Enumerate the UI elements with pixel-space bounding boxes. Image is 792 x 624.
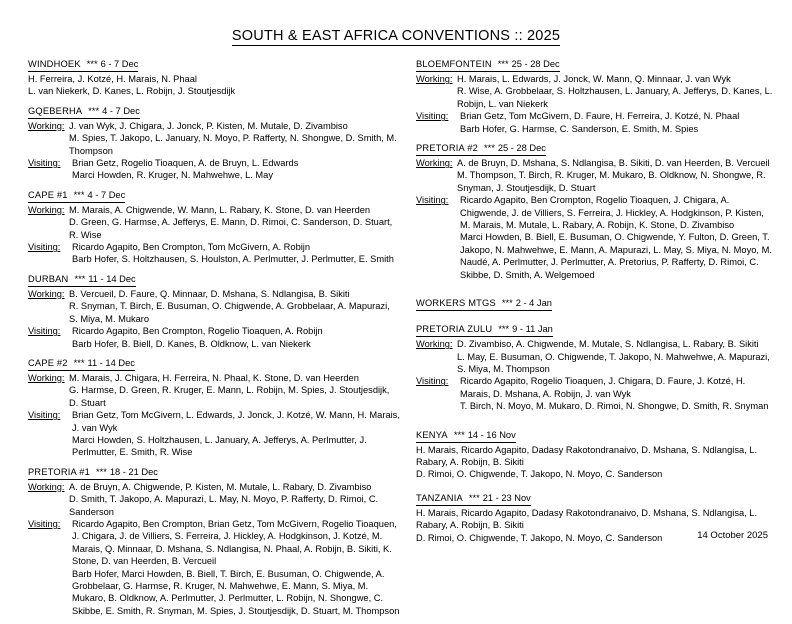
attendee-names: Barb Hofer, S. Holtzhausen, S. Houlston, A. Perlmutter, J. Perlmutter, E. Smith	[72, 254, 394, 265]
event-heading-underline	[28, 357, 135, 371]
event-heading-underline	[28, 273, 136, 287]
event-dates: 2 - 4 Jan	[515, 298, 552, 309]
attendee-names: Brian Getz, Rogelio Tioaquen, A. de Bruyn, L. Edwards	[72, 158, 299, 169]
event-name: PRETORIA #1	[28, 466, 90, 477]
event-heading	[28, 189, 400, 203]
event-dates: 11 - 14 Dec	[87, 357, 135, 368]
event-star-separator: ***	[501, 298, 513, 309]
event-star-separator: ***	[498, 324, 510, 335]
working-label-text: Working:	[28, 481, 65, 492]
event-name: DURBAN	[28, 273, 69, 284]
attendee-names: M. Spies, T. Jakopo, L. January, N. Moyo, P. Rafferty, N. Shongwe, D. Smith, M. Thompson	[69, 133, 397, 156]
event-heading-underline	[416, 58, 560, 72]
section-spacer	[28, 182, 400, 187]
event-heading	[416, 58, 776, 72]
working-label-text: Working:	[416, 158, 453, 169]
event-star-separator: ***	[88, 105, 100, 116]
right-column	[416, 58, 776, 551]
visiting-label	[28, 241, 72, 253]
visiting-label-text: Visiting:	[28, 410, 61, 421]
event-name: PRETORIA ZULU	[416, 324, 493, 335]
visiting-label-text: Visiting:	[28, 242, 61, 253]
event-heading-underline	[416, 492, 531, 506]
attendee-names: D. Zivambiso, A. Chigwende, M. Mutale, S. Ndlangisa, L. Rabary, B. Sikiti	[457, 339, 759, 350]
event-star-separator: ***	[453, 429, 465, 440]
working-label	[28, 288, 69, 300]
working-label	[416, 157, 457, 169]
event-line	[416, 110, 776, 122]
section-spacer	[28, 617, 400, 622]
event-heading-underline	[28, 189, 125, 203]
event-line	[28, 288, 400, 300]
event-name: CAPE #2	[28, 357, 68, 368]
event-star-separator: ***	[74, 273, 86, 284]
section-spacer	[416, 312, 776, 321]
event-name: WORKERS MTGS	[416, 298, 496, 309]
event-block	[28, 189, 400, 271]
event-dates: 6 - 7 Dec	[100, 59, 139, 69]
attendee-names: Ricardo Agapito, Ben Crompton, Rogelio Tioaquen, A. Robijn	[72, 326, 323, 337]
attendee-names: H. Marais, L. Edwards, J. Jonck, W. Mann, Q. Minnaar, J. van Wyk	[457, 74, 731, 84]
event-dates: 18 - 21 Dec	[109, 466, 158, 477]
event-heading	[28, 273, 400, 287]
working-label-text: Working:	[28, 204, 65, 215]
event-line	[28, 372, 400, 384]
event-name: TANZANIA	[416, 492, 463, 503]
section-spacer	[28, 350, 400, 355]
event-line	[28, 120, 400, 132]
event-heading	[416, 142, 776, 156]
event-heading	[28, 105, 400, 119]
attendee-names: H. Ferreira, J. Kotzé, H. Marais, N. Phaal	[28, 74, 197, 84]
attendee-names: A. de Bruyn, D. Mshana, S. Ndlangisa, B. Sikiti, D. van Heerden, B. Vercueil	[457, 158, 770, 169]
event-heading-underline	[28, 105, 140, 119]
event-line	[416, 73, 776, 85]
visiting-label-text: Visiting:	[28, 326, 61, 337]
event-name: PRETORIA #2	[416, 143, 478, 154]
attendee-names: H. Marais, Ricardo Agapito, Dadasy Rakotondranaivo, D. Mshana, S. Ndlangisa, L. Rabary, A. Robijn, B. Sikiti	[416, 444, 758, 467]
working-label-text: Working:	[28, 288, 65, 299]
event-star-separator: ***	[468, 492, 480, 503]
attendee-names: M. Marais, J. Chigara, H. Ferreira, N. Phaal, K. Stone, D. van Heerden	[69, 372, 359, 383]
two-column-body	[0, 44, 792, 624]
event-block	[416, 323, 776, 426]
attendee-names: B. Vercueil, D. Faure, Q. Minnaar, D. Mshana, S. Ndlangisa, B. Sikiti	[69, 288, 350, 299]
visiting-label	[28, 409, 72, 421]
visiting-label	[28, 325, 72, 337]
footer-date: 14 October 2025	[697, 530, 768, 541]
page-title-text: SOUTH & EAST AFRICA CONVENTIONS :: 2025	[231, 28, 561, 44]
working-label	[28, 372, 69, 384]
event-line	[416, 338, 776, 350]
attendee-names: T. Birch, N. Moyo, M. Mukaro, D. Rimoi, N. Shongwe, D. Smith, R. Snyman	[460, 401, 769, 412]
attendee-names: Ricardo Agapito, Rogelio Tioaquen, J. Chigara, D. Faure, J. Kotzé, H. Marais, D. Mshana, A. Robijn, J. van Wyk	[460, 376, 746, 399]
working-label	[28, 204, 69, 216]
section-spacer	[416, 413, 776, 427]
event-line	[28, 518, 400, 568]
event-heading-underline	[28, 466, 158, 480]
event-dates: 9 - 11 Jan	[512, 324, 553, 335]
event-heading	[416, 429, 776, 443]
attendee-names: D. Rimoi, O. Chigwende, T. Jakopo, N. Moyo, C. Sanderson	[416, 469, 663, 480]
working-label-text: Working:	[28, 372, 65, 383]
event-dates: 4 - 7 Dec	[102, 105, 140, 116]
event-block	[28, 105, 400, 187]
event-dates: 4 - 7 Dec	[87, 189, 126, 200]
visiting-label-text: Visiting:	[416, 376, 449, 387]
attendee-names: Barb Hofer, Marci Howden, B. Biell, T. Birch, E. Busuman, O. Chigwende, A. Grobbelaar, G. Harmse, R. Kruger, N. Mahwehwe, E. Mann, S. Miya, M. Mukaro, B. Oldknow, A. Perlmutter, J. Perlmutter, L. Robijn, N. Shongwe, C. Skibbe, E. Smith, R. Snyman, M. Spies, J. Stoutjesdijk, D. Stuart, M. Thompson	[72, 568, 400, 616]
attendee-names: H. Marais, Ricardo Agapito, Dadasy Rakotondranaivo, D. Mshana, S. Ndlangisa, L. Rabary, A. Robijn, B. Sikiti	[416, 507, 758, 531]
event-heading	[416, 323, 776, 337]
attendee-names: Ricardo Agapito, Ben Crompton, Brian Getz, Tom McGivern, Rogelio Tioaquen, J. Chigara, J. de Villiers, S. Ferreira, J. Hickley, A. Hodgkinson, J. Kotzé, M. Marais, Q. Minnaar, D. Mshana, S. Ndlangisa, N. Phaal, A. Robijn, B. Sikiti, K. Stone, D. van Heerden, B. Vercueil	[72, 518, 397, 567]
working-label-text: Working:	[416, 74, 453, 84]
attendee-names: Barb Hofer, G. Harmse, C. Sanderson, E. Smith, M. Spies	[460, 123, 699, 134]
visiting-label-text: Visiting:	[28, 158, 61, 169]
visiting-label-text: Visiting:	[28, 518, 61, 529]
attendee-names: J. van Wyk, J. Chigara, J. Jonck, P. Kisten, M. Mutale, D. Zivambiso	[69, 120, 348, 131]
event-heading	[28, 466, 400, 480]
event-block	[416, 429, 776, 490]
event-name: BLOEMFONTEIN	[416, 59, 492, 69]
event-heading-underline	[28, 58, 138, 72]
left-column	[28, 58, 400, 624]
event-line	[416, 375, 776, 400]
event-block	[28, 466, 400, 622]
event-star-separator: ***	[73, 189, 85, 200]
event-line	[28, 157, 400, 169]
attendee-names: M. Thompson, T. Birch, R. Kruger, M. Mukaro, B. Oldknow, N. Shongwe, R. Snyman, J. Stoutjesdijk, D. Stuart	[457, 170, 766, 193]
event-heading	[28, 357, 400, 371]
event-block	[416, 58, 776, 140]
visiting-label-text: Visiting:	[416, 195, 449, 206]
event-dates: 11 - 14 Dec	[88, 273, 136, 284]
event-line	[416, 194, 776, 231]
page-title	[0, 0, 792, 44]
visiting-label	[28, 157, 72, 169]
event-line	[28, 325, 400, 337]
section-spacer	[28, 98, 400, 103]
event-block	[28, 357, 400, 464]
attendee-names: Brian Getz, Tom McGivern, D. Faure, H. Ferreira, J. Kotzé, N. Phaal	[460, 111, 740, 122]
event-heading-underline	[416, 323, 553, 337]
visiting-label	[416, 110, 460, 122]
event-heading-underline	[416, 142, 546, 156]
attendee-names: R. Snyman, T. Birch, E. Busuman, O. Chigwende, A. Grobbelaar, A. Mapurazi, S. Miya, M. Mukaro	[69, 301, 390, 324]
attendee-names: A. de Bruyn, A. Chigwende, P. Kisten, M. Mutale, L. Rabary, D. Zivambiso	[69, 481, 372, 492]
attendee-names: M. Marais, A. Chigwende, W. Mann, L. Rabary, K. Stone, D. van Heerden	[69, 204, 371, 215]
event-line	[28, 409, 400, 434]
attendee-names: D. Rimoi, O. Chigwende, T. Jakopo, N. Moyo, C. Sanderson	[416, 532, 663, 543]
event-line	[28, 241, 400, 253]
working-label	[416, 73, 457, 85]
event-heading	[28, 58, 400, 72]
event-line	[416, 157, 776, 169]
event-heading-underline	[416, 429, 516, 443]
section-spacer	[28, 459, 400, 464]
working-label	[28, 120, 69, 132]
event-dates: 14 - 16 Nov	[467, 429, 516, 440]
attendee-names: Marci Howden, S. Holtzhausen, L. January, A. Jefferys, A. Perlmutter, J. Perlmutter, E. Smith, R. Wise	[72, 434, 367, 458]
event-dates: 25 - 28 Dec	[511, 59, 560, 69]
event-dates: 21 - 23 Nov	[482, 492, 531, 503]
attendee-names: Barb Hofer, B. Biell, D. Kanes, B. Oldknow, L. van Niekerk	[72, 338, 311, 349]
event-name: CAPE #1	[28, 189, 68, 200]
attendee-names: D. Smith, T. Jakopo, A. Mapurazi, L. May, N. Moyo, P. Rafferty, D. Rimoi, C. Sanderson	[69, 494, 379, 517]
event-block	[416, 297, 776, 321]
attendee-names: Ricardo Agapito, Ben Crompton, Tom McGivern, A. Robijn	[72, 242, 311, 253]
event-heading-underline	[416, 297, 552, 311]
attendee-names: Ricardo Agapito, Ben Crompton, Rogelio Tioaquen, J. Chigara, A. Chigwende, J. de Villiers, S. Ferreira, J. Hickley, A. Hodgkinson, P. Kisten, M. Marais, M. Mutale, L. Rabary, A. Robijn, K. Stone, D. Zivambiso	[460, 195, 764, 231]
attendee-names: G. Harmse, D. Green, R. Kruger, E. Mann, L. Robijn, M. Spies, J. Stoutjesdijk, D. Stuart	[69, 385, 390, 408]
event-star-separator: ***	[95, 466, 107, 477]
attendee-names: L. May, E. Busuman, O. Chigwende, T. Jakopo, N. Mahwehwe, A. Mapurazi, S. Miya, M. Thompson	[457, 351, 770, 374]
visiting-label	[28, 518, 72, 530]
working-label-text: Working:	[28, 120, 65, 131]
attendee-names: Marci Howden, R. Kruger, N. Mahwehwe, L. May	[72, 170, 273, 181]
section-spacer	[416, 544, 776, 549]
attendee-names: Marci Howden, B. Biell, E. Busuman, O. Chigwende, Y. Fulton, D. Green, T. Jakopo, N. Mahwehwe, E. Mann, A. Mapurazi, L. May, S. Miya, N. Moyo, M. Naudé, A. Perlmutter, J. Perlmutter, A. Pretorius, P. Rafferty, D. Rimoi, C. Skibbe, D. Smith, A. Welgemoed	[460, 232, 772, 280]
working-label	[28, 481, 69, 493]
event-name: GQEBERHA	[28, 105, 83, 116]
event-block	[28, 273, 400, 355]
event-line	[28, 204, 400, 216]
section-spacer	[416, 135, 776, 140]
visiting-label	[416, 375, 460, 387]
event-line	[28, 481, 400, 493]
event-heading	[416, 492, 776, 506]
attendee-names: L. van Niekerk, D. Kanes, L. Robijn, J. Stoutjesdijk	[28, 86, 236, 97]
event-block	[416, 142, 776, 295]
event-heading	[416, 297, 776, 311]
event-star-separator: ***	[86, 59, 98, 69]
section-spacer	[416, 481, 776, 490]
working-label	[416, 338, 457, 350]
section-spacer	[416, 281, 776, 295]
attendee-names: D. Green, G. Harmse, A. Jefferys, E. Mann, D. Rimoi, C. Sanderson, D. Stuart, R. Wise	[69, 217, 393, 240]
attendee-names: R. Wise, A. Grobbelaar, S. Holtzhausen, L. January, A. Jefferys, D. Kanes, L. Robijn, L. van Niekerk	[457, 86, 773, 109]
attendee-names: Brian Getz, Tom McGivern, L. Edwards, J. Jonck, J. Kotzé, W. Mann, H. Marais, J. van Wyk	[72, 410, 400, 433]
event-block	[28, 58, 400, 103]
event-star-separator: ***	[483, 143, 495, 154]
event-name: KENYA	[416, 429, 448, 440]
event-name: WINDHOEK	[28, 59, 81, 69]
event-star-separator: ***	[73, 357, 85, 368]
visiting-label	[416, 194, 460, 206]
event-dates: 25 - 28 Dec	[497, 143, 546, 154]
working-label-text: Working:	[416, 339, 453, 350]
section-spacer	[28, 266, 400, 271]
event-star-separator: ***	[497, 59, 509, 69]
visiting-label-text: Visiting:	[416, 111, 449, 122]
